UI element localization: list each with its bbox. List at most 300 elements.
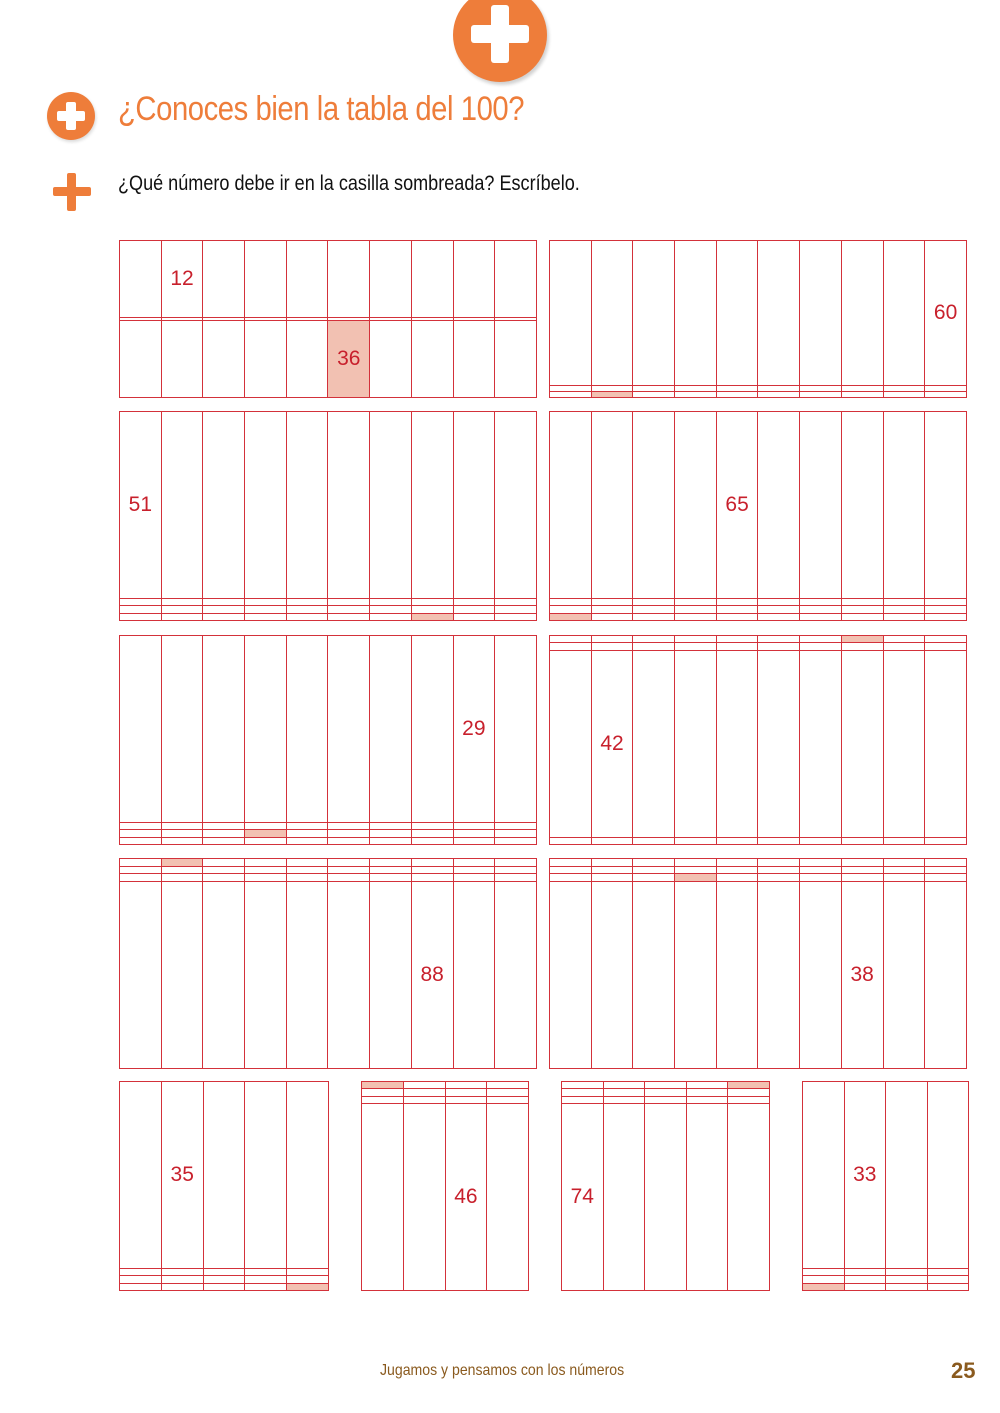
grid-cell (453, 606, 495, 613)
grid-cell (841, 650, 883, 837)
grid-cell (886, 1082, 928, 1269)
grid-cell (203, 598, 245, 605)
grid-cell (286, 613, 328, 621)
grid-cell (925, 874, 967, 882)
grid-cell (800, 392, 842, 398)
grid-cell (328, 830, 370, 837)
grid-cell (716, 837, 758, 845)
grid-cell (800, 859, 842, 867)
grid-cell (203, 613, 245, 621)
grid-cell (245, 822, 287, 829)
number-grid (549, 858, 967, 1069)
grid-cell (633, 606, 675, 613)
grid-cell (550, 392, 592, 398)
grid-cell (550, 636, 592, 643)
grid-cell (550, 874, 592, 882)
grid-cell (883, 241, 925, 386)
grid-cell (120, 1082, 162, 1269)
grid-cell (495, 613, 537, 621)
grid-cell (161, 874, 203, 882)
grid-cell (453, 874, 495, 882)
number-grid (119, 858, 537, 1069)
grid-cell (841, 837, 883, 845)
grid-cell (370, 412, 412, 599)
shaded-answer-cell[interactable] (245, 830, 287, 837)
given-number-cell: 42 (591, 650, 633, 837)
shaded-answer-cell[interactable] (161, 859, 203, 867)
grid-cell (550, 866, 592, 874)
grid-cell (328, 241, 370, 318)
grid-cell (328, 859, 370, 867)
grid-cell (716, 859, 758, 867)
grid-cell (370, 866, 412, 874)
footer-text: Jugamos y pensamos con los números (380, 1362, 625, 1379)
grid-cell (161, 837, 203, 845)
grid-cell (800, 606, 842, 613)
grid-cell (203, 321, 245, 398)
shaded-answer-cell[interactable] (841, 636, 883, 643)
grid-cell (370, 321, 412, 398)
grid-cell (803, 1276, 845, 1283)
given-number-cell: 46 (445, 1104, 487, 1291)
grid-cell (203, 822, 245, 829)
grid-cell (716, 636, 758, 643)
grid-cell (758, 598, 800, 605)
grid-cell (328, 837, 370, 845)
number-grid (549, 635, 967, 845)
grid-cell (633, 241, 675, 386)
grid-cell (203, 866, 245, 874)
grid-cell (120, 830, 162, 837)
grid-cell (603, 1104, 645, 1291)
grid-cell (495, 321, 537, 398)
grid-cell (362, 1096, 404, 1103)
grid-cell (286, 241, 328, 318)
grid-cell (675, 650, 717, 837)
grid-cell (411, 866, 453, 874)
grid-cell (841, 643, 883, 650)
grid-cell (453, 830, 495, 837)
grid-cell (591, 636, 633, 643)
shaded-answer-cell[interactable]: 36 (328, 321, 370, 398)
grid-cell (800, 874, 842, 882)
grid-cell (411, 837, 453, 845)
grid-cell (286, 606, 328, 613)
grid-cell (841, 598, 883, 605)
number-grid (549, 411, 967, 621)
grid-cell (245, 1082, 287, 1269)
grid-cell (495, 606, 537, 613)
grid-cell (550, 837, 592, 845)
grid-cell (841, 241, 883, 386)
grid-cell (203, 1276, 245, 1283)
grid-cell (591, 837, 633, 845)
shaded-answer-cell[interactable] (550, 613, 592, 621)
grid-cell (362, 1104, 404, 1291)
grid-cell (411, 598, 453, 605)
grid-cell (758, 392, 800, 398)
grid-cell (841, 412, 883, 599)
grid-cell (287, 1082, 329, 1269)
grid-cell (591, 874, 633, 882)
grid-cell (120, 321, 162, 398)
grid-cell (675, 859, 717, 867)
grid-cell (286, 830, 328, 837)
grid-cell (370, 830, 412, 837)
grid-cell (550, 881, 592, 1069)
number-grid (549, 240, 967, 398)
shaded-answer-cell[interactable] (728, 1082, 770, 1089)
grid-cell (203, 1082, 245, 1269)
grid-cell (120, 613, 162, 621)
grid-cell (495, 881, 537, 1069)
number-grid (119, 635, 537, 845)
shaded-answer-cell[interactable] (362, 1082, 404, 1089)
grid-cell (686, 1096, 728, 1103)
grid-cell (245, 598, 287, 605)
grid-cell (161, 598, 203, 605)
grid-cell (550, 412, 592, 599)
grid-cell (120, 822, 162, 829)
grid-cell (453, 321, 495, 398)
grid-cell (203, 830, 245, 837)
grid-cell (603, 1082, 645, 1089)
grid-cell (487, 1082, 529, 1089)
grid-cell (495, 241, 537, 318)
grid-cell (927, 1082, 969, 1269)
grid-cell (844, 1276, 886, 1283)
grid-cell (800, 881, 842, 1069)
grid-cell (370, 881, 412, 1069)
grid-cell (161, 1276, 203, 1283)
grid-cell (645, 1096, 687, 1103)
grid-cell (161, 881, 203, 1069)
grid-cell (453, 859, 495, 867)
grid-cell (925, 606, 967, 613)
grid-cell (675, 837, 717, 845)
grid-cell (633, 643, 675, 650)
grid-cell (883, 859, 925, 867)
given-number-cell: 12 (161, 241, 203, 318)
grid-cell (883, 613, 925, 621)
grid-cell (203, 837, 245, 845)
grid-cell (245, 636, 287, 823)
grid-cell (927, 1268, 969, 1275)
grid-cell (403, 1104, 445, 1291)
grid-cell (603, 1096, 645, 1103)
grid-cell (800, 650, 842, 837)
grid-cell (728, 1096, 770, 1103)
page-title: ¿Conoces bien la tabla del 100? (118, 90, 525, 128)
grid-cell (550, 643, 592, 650)
grid-cell (370, 636, 412, 823)
grid-cell (328, 636, 370, 823)
grid-cell (758, 866, 800, 874)
grid-cell (245, 859, 287, 867)
grid-cell (487, 1089, 529, 1096)
grid-cell (716, 613, 758, 621)
grid-cell (925, 643, 967, 650)
grid-cell (453, 822, 495, 829)
grid-cell (245, 613, 287, 621)
grid-cell (675, 392, 717, 398)
grid-cell (716, 392, 758, 398)
grid-cell (591, 881, 633, 1069)
grid-cell (245, 241, 287, 318)
grid-cell (716, 650, 758, 837)
grid-cell (328, 613, 370, 621)
grid-cell (716, 606, 758, 613)
grid-cell (495, 866, 537, 874)
grid-cell (203, 1268, 245, 1275)
given-number-cell: 29 (453, 636, 495, 823)
shaded-answer-cell[interactable] (675, 874, 717, 882)
grid-cell (245, 881, 287, 1069)
grid-cell (591, 598, 633, 605)
grid-cell (411, 321, 453, 398)
grid-cell (203, 874, 245, 882)
grid-cell (758, 412, 800, 599)
grid-cell (803, 1082, 845, 1269)
grid-cell (120, 598, 162, 605)
grid-cell (120, 874, 162, 882)
grid-cell (633, 613, 675, 621)
grid-cell (411, 241, 453, 318)
grid-cell (844, 1268, 886, 1275)
grid-cell (120, 636, 162, 823)
grid-cell (286, 837, 328, 845)
grid-cell (411, 822, 453, 829)
given-number-cell: 51 (120, 412, 162, 599)
grid-cell (633, 874, 675, 882)
grid-cell (883, 874, 925, 882)
grid-cell (161, 822, 203, 829)
given-number-cell: 38 (841, 881, 883, 1069)
grid-cell (203, 1283, 245, 1291)
grid-cell (758, 613, 800, 621)
plus-badge-icon (453, 0, 547, 82)
grid-cell (883, 636, 925, 643)
grid-cell (686, 1089, 728, 1096)
grid-cell (686, 1082, 728, 1089)
grid-cell (925, 866, 967, 874)
grid-cell (245, 412, 287, 599)
number-grid (802, 1081, 969, 1291)
grid-cell (328, 874, 370, 882)
grid-cell (203, 859, 245, 867)
grid-cell (800, 643, 842, 650)
grid-cell (550, 650, 592, 837)
grid-cell (370, 241, 412, 318)
grid-cell (245, 321, 287, 398)
grid-cell (495, 837, 537, 845)
grid-cell (758, 241, 800, 386)
grid-cell (287, 1268, 329, 1275)
grid-cell (591, 606, 633, 613)
grid-cell (925, 636, 967, 643)
grid-cell (245, 837, 287, 845)
page-number: 25 (951, 1358, 976, 1383)
grid-cell (495, 412, 537, 599)
grid-cell (453, 837, 495, 845)
grid-cell (591, 643, 633, 650)
shaded-answer-cell[interactable] (287, 1283, 329, 1291)
grid-cell (411, 830, 453, 837)
plus-circle-icon (47, 92, 95, 140)
grid-cell (370, 822, 412, 829)
grid-cell (633, 392, 675, 398)
grid-cell (675, 412, 717, 599)
grid-cell (495, 859, 537, 867)
grid-cell (841, 866, 883, 874)
grid-cell (411, 859, 453, 867)
grid-cell (286, 881, 328, 1069)
grid-cell (758, 874, 800, 882)
grid-cell (120, 881, 162, 1069)
grid-cell (453, 866, 495, 874)
grid-cell (841, 392, 883, 398)
grid-cell (841, 606, 883, 613)
grid-cell (844, 1283, 886, 1291)
grid-cell (403, 1089, 445, 1096)
grid-cell (120, 1268, 162, 1275)
grid-cell (203, 636, 245, 823)
grid-cell (886, 1268, 928, 1275)
grid-cell (886, 1276, 928, 1283)
grid-cell (161, 412, 203, 599)
grid-cell (675, 241, 717, 386)
shaded-answer-cell[interactable] (591, 392, 633, 398)
grid-cell (603, 1089, 645, 1096)
grid-cell (245, 606, 287, 613)
grid-cell (411, 636, 453, 823)
given-number-cell: 33 (844, 1082, 886, 1269)
grid-cell (495, 636, 537, 823)
grid-cell (562, 1096, 604, 1103)
grid-cell (883, 598, 925, 605)
grid-cell (841, 874, 883, 882)
grid-cell (286, 636, 328, 823)
grid-cell (245, 1268, 287, 1275)
grid-cell (716, 598, 758, 605)
grid-cell (591, 859, 633, 867)
grid-cell (370, 606, 412, 613)
grid-cell (633, 598, 675, 605)
grid-cell (633, 881, 675, 1069)
grid-cell (328, 822, 370, 829)
grid-cell (245, 1283, 287, 1291)
given-number-cell: 65 (716, 412, 758, 599)
grid-cell (161, 830, 203, 837)
grid-cell (716, 881, 758, 1069)
grid-cell (686, 1104, 728, 1291)
grid-cell (675, 866, 717, 874)
grid-cell (453, 412, 495, 599)
grid-cell (453, 613, 495, 621)
grid-cell (562, 1089, 604, 1096)
grid-cell (758, 837, 800, 845)
grid-cell (370, 598, 412, 605)
grid-cell (550, 241, 592, 386)
grid-cell (800, 866, 842, 874)
grid-cell (925, 392, 967, 398)
grid-cell (841, 859, 883, 867)
grid-cell (633, 412, 675, 599)
shaded-answer-cell[interactable] (803, 1283, 845, 1291)
grid-cell (633, 636, 675, 643)
given-number-cell: 35 (161, 1082, 203, 1269)
grid-cell (453, 241, 495, 318)
grid-cell (645, 1082, 687, 1089)
grid-cell (550, 859, 592, 867)
grid-cell (758, 643, 800, 650)
grid-cell (495, 874, 537, 882)
grid-cell (883, 881, 925, 1069)
grid-cell (328, 606, 370, 613)
grid-cell (925, 859, 967, 867)
grid-cell (883, 412, 925, 599)
grid-cell (716, 874, 758, 882)
grid-cell (716, 866, 758, 874)
grid-cell (370, 859, 412, 867)
grid-cell (362, 1089, 404, 1096)
grid-cell (675, 881, 717, 1069)
instruction-text: ¿Qué número debe ir en la casilla sombreada? Escríbelo. (118, 172, 580, 195)
number-grid (561, 1081, 770, 1291)
grid-cell (328, 881, 370, 1069)
grid-cell (927, 1283, 969, 1291)
grid-cell (758, 859, 800, 867)
shaded-answer-cell[interactable] (411, 613, 453, 621)
grid-cell (800, 412, 842, 599)
grid-cell (120, 859, 162, 867)
grid-cell (925, 881, 967, 1069)
grid-cell (286, 859, 328, 867)
grid-cell (203, 881, 245, 1069)
number-grid (119, 240, 537, 398)
grid-cell (591, 412, 633, 599)
grid-cell (925, 412, 967, 599)
grid-cell (287, 1276, 329, 1283)
grid-cell (675, 636, 717, 643)
grid-cell (403, 1096, 445, 1103)
grid-cell (286, 822, 328, 829)
grid-cell (800, 636, 842, 643)
grid-cell (328, 412, 370, 599)
grid-cell (758, 636, 800, 643)
grid-cell (883, 837, 925, 845)
grid-cell (883, 650, 925, 837)
grid-cell (645, 1089, 687, 1096)
grid-cell (495, 830, 537, 837)
grid-cell (800, 613, 842, 621)
grid-cell (161, 321, 203, 398)
grid-cell (758, 881, 800, 1069)
grid-cell (161, 613, 203, 621)
grid-cell (633, 866, 675, 874)
grid-cell (550, 598, 592, 605)
grid-cell (716, 241, 758, 386)
grid-cell (120, 837, 162, 845)
grid-cell (883, 392, 925, 398)
grid-cell (411, 412, 453, 599)
grid-cell (883, 643, 925, 650)
grid-cell (562, 1082, 604, 1089)
grid-cell (411, 606, 453, 613)
grid-cell (883, 606, 925, 613)
given-number-cell: 74 (562, 1104, 604, 1291)
grid-cell (758, 606, 800, 613)
